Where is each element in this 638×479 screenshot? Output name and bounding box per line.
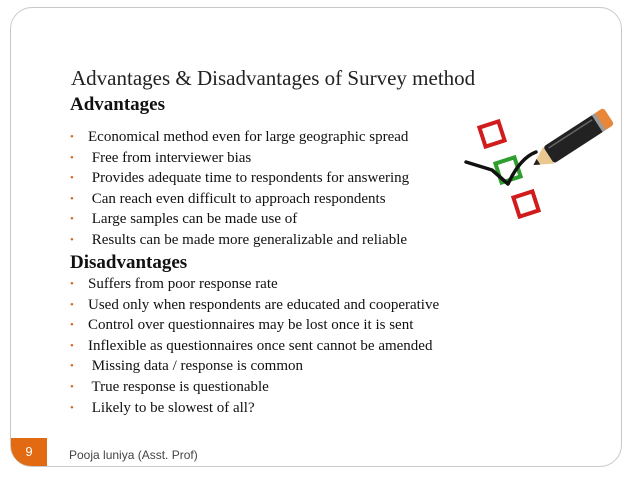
list-item: • True response is questionable: [70, 377, 439, 398]
list-item: • Free from interviewer bias: [70, 148, 409, 169]
disadvantages-heading: Disadvantages: [70, 252, 188, 273]
advantages-list: [70, 127, 409, 251]
bullet-icon: •: [70, 380, 74, 393]
pencil-icon: [528, 108, 614, 174]
bullet-icon: •: [70, 360, 74, 373]
bullet-icon: •: [70, 213, 74, 226]
slide-title: Advantages & Disadvantages of Survey method: [71, 66, 476, 90]
list-item: • Provides adequate time to respondents for answering: [70, 168, 409, 189]
bullet-icon: •: [70, 319, 74, 332]
list-item: • Can reach even difficult to approach respondents: [70, 189, 409, 210]
bullet-icon: •: [70, 151, 74, 164]
checkbox-icon: [479, 121, 504, 146]
list-item: • Inflexible as questionnaires once sent cannot be amended: [70, 336, 439, 357]
list-item: • Likely to be slowest of all?: [70, 398, 439, 419]
list-item: • Control over questionnaires may be lost once it is sent: [70, 315, 439, 336]
checked-box-icon: [466, 152, 536, 184]
checkbox-icon: [513, 191, 538, 216]
disadvantages-list: [70, 274, 439, 418]
footer-author: Pooja luniya (Asst. Prof): [69, 448, 198, 462]
list-item: • Economical method even for large geographic spread: [70, 127, 409, 148]
advantages-heading: Advantages: [70, 94, 166, 115]
bullet-icon: •: [70, 233, 74, 246]
page-number-badge: 9: [11, 438, 47, 466]
list-item: • Missing data / response is common: [70, 356, 439, 377]
list-item: • Used only when respondents are educated and cooperative: [70, 295, 439, 316]
bullet-icon: •: [70, 172, 74, 185]
bullet-icon: •: [70, 192, 74, 205]
bullet-icon: •: [70, 401, 74, 414]
bullet-icon: •: [70, 339, 74, 352]
checklist-pencil-icon: [462, 100, 622, 240]
list-item: • Suffers from poor response rate: [70, 274, 439, 295]
list-item: • Results can be made more generalizable and reliable: [70, 230, 409, 251]
bullet-icon: •: [70, 278, 74, 290]
bullet-icon: •: [70, 298, 74, 311]
list-item: • Large samples can be made use of: [70, 209, 409, 230]
bullet-icon: •: [70, 131, 74, 143]
